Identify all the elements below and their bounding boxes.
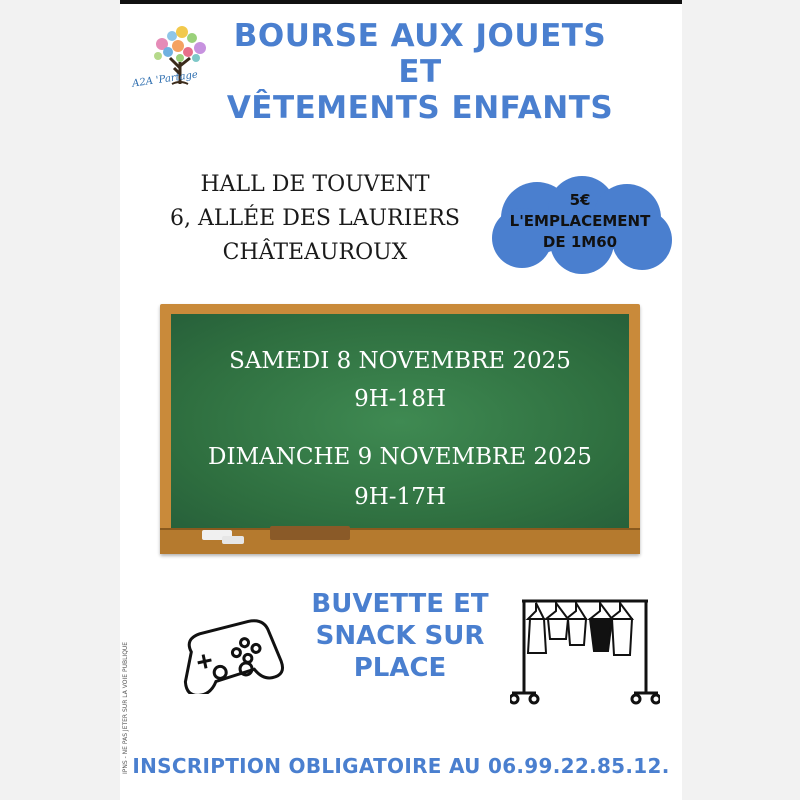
title-line-2: ET	[398, 54, 442, 90]
buvette-line-1: BUVETTE ET	[311, 589, 489, 619]
tree-icon	[132, 22, 228, 100]
title-line-3: VÊTEMENTS ENFANTS	[226, 90, 614, 126]
schedule-day-2: DIMANCHE 9 NOVEMBRE 2025	[208, 444, 592, 470]
price-line-3: DE 1M60	[542, 233, 618, 251]
price-amount: 5€	[569, 191, 591, 209]
venue-address	[170, 168, 460, 270]
price-line-2: L'EMPLACEMENT	[509, 212, 651, 230]
price-badge	[482, 190, 678, 253]
schedule-day-1: SAMEDI 8 NOVEMBRE 2025	[229, 348, 571, 374]
chalkboard	[160, 304, 640, 554]
buvette-line-2: SNACK SUR	[315, 621, 485, 651]
poster	[120, 0, 682, 800]
buvette-line-3: PLACE	[353, 653, 447, 683]
eraser	[270, 526, 350, 540]
logo-text: A2A 'Partage	[131, 69, 199, 90]
schedule-hours-1: 9H-18H	[354, 386, 446, 412]
address-line-2: 6, ALLÉE DES LAURIERS	[170, 206, 460, 231]
clothes-rack-icon	[510, 589, 660, 719]
chalk-piece	[222, 536, 244, 544]
schedule-hours-2: 9H-17H	[354, 484, 446, 510]
address-line-1: HALL DE TOUVENT	[200, 172, 430, 197]
page-title	[220, 18, 620, 126]
buvette-notice	[295, 588, 505, 684]
inscription-notice: INSCRIPTION OBLIGATOIRE AU 06.99.22.85.12.	[132, 754, 670, 778]
title-line-1: BOURSE AUX JOUETS	[233, 18, 607, 54]
gamepad-icon	[175, 616, 285, 694]
vertical-note: IPNS - NE PAS JETER SUR LA VOIE PUBLIQUE	[122, 641, 129, 774]
address-line-3: CHÂTEAUROUX	[222, 240, 408, 265]
